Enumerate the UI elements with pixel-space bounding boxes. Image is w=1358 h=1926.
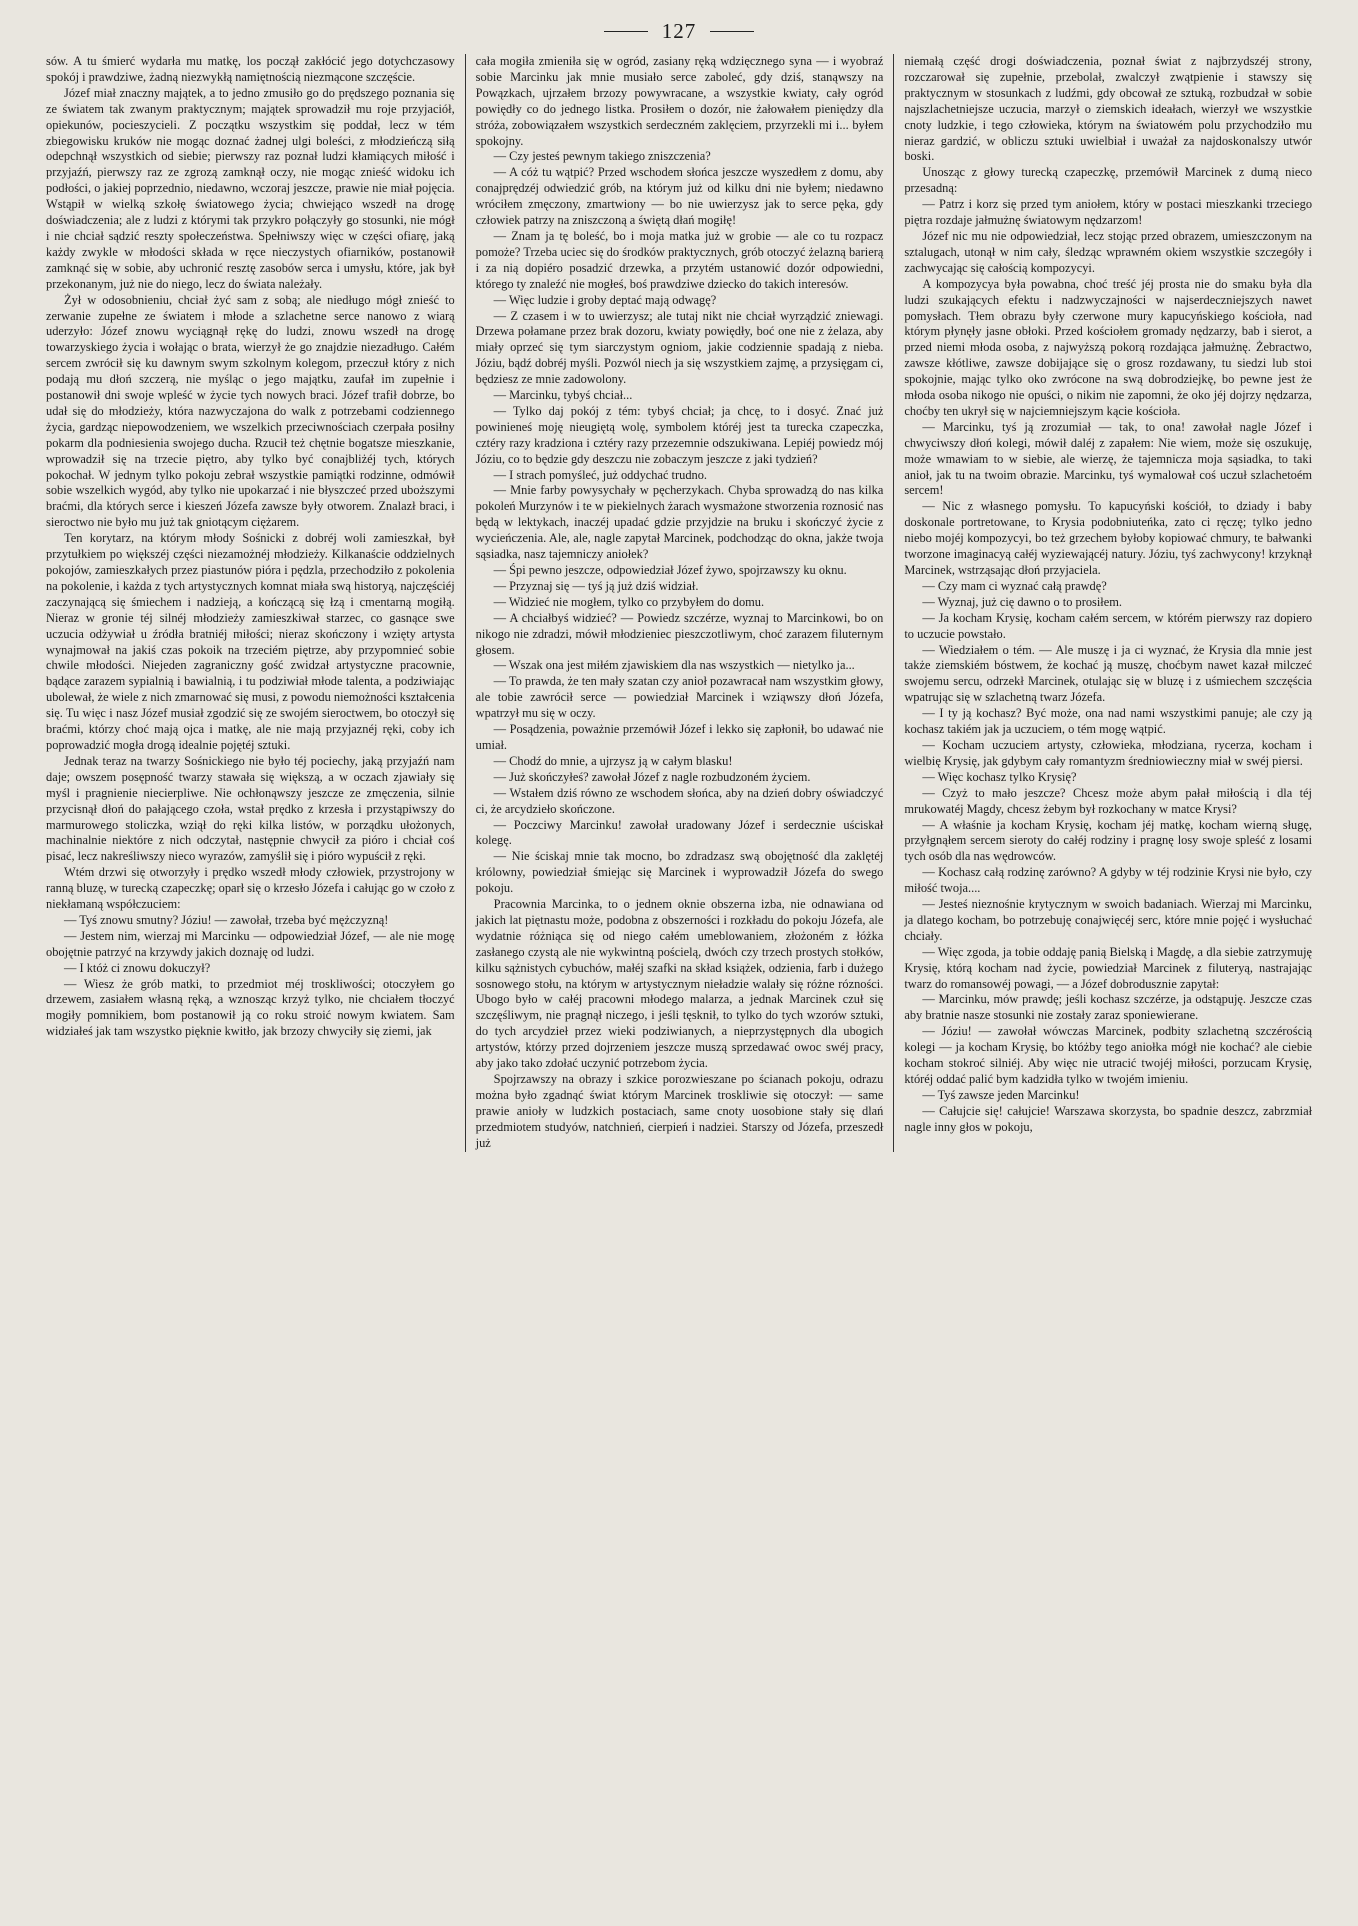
paragraph: A kompozycya była powabna, choć treść jéj prosta nie do smaku była dla ludzi szukających efektu i nadzwyczajności w najserdeczniejszych nawet pomysłach. Tłem obrazu były czerwone mury kapucyńskiego kościoła, nad którym płynęły jasne obłoki. Przed kościołem gromady nędzarzy, bab i sierot, a przed niemi młoda osoba, z najwyższą pokorą rozdająca jałmużnę. Żebractwo, zawsze kłótliwe, zawsze dobijające się o grosz rozdawany, tu siedzi lub stoi spokojnie, mając tylko oko zwrócone na swą dobrodziejkę, bo pewne jest że młoda osoba nikogo nie opuści, o nikim nie zapomni, że oko jéj dojrzy nędzarza, choćby ten ukrył się w najciemniejszym kącie kościoła. bbox=[904, 276, 1313, 418]
paragraph: Jednak teraz na twarzy Sośnickiego nie było téj pociechy, jaką przyjaźń nam daje; owszem posępność twarzy stawała się większą, a w oczach zjawiały się myśl i pragnienie niecierpliwe. Nie ochłonąwszy jeszcze ze zmęczenia, silnie przycisnął dłoń do pałającego czoła, wstał prędko z krzesła i przystąpiwszy do marmurowego stoliczka, wziął do ręki kilka listów, w porządku ułożonych, machinalnie niektóre z nich odczytał, następnie chwycił za pióro i chciał coś pisać, lecz nakreśliwszy nieco wyrazów, zamyślił się i pióro wypuścił z ręki. bbox=[46, 753, 455, 864]
paragraph: — To prawda, że ten mały szatan czy anioł pozawracał nam wszystkim głowy, ale tobie zawrócił serce — powiedział Marcinek i wziąwszy dłoń Józefa, wpatrzył mu się w oczy. bbox=[475, 674, 884, 721]
header-rule-left bbox=[604, 31, 648, 32]
paragraph: — Przyznaj się — tyś ją już dziś widział. bbox=[493, 578, 699, 593]
paragraph: — Chodź do mnie, a ujrzysz ją w całym blasku! bbox=[493, 753, 733, 768]
paragraph: Spojrzawszy na obrazy i szkice porozwieszane po ścianach pokoju, odrazu można było zgadnąć świat którym Marcinek troskliwie się otoczył: — same prawie anioły w ludzkich postaciach, same cnoty uosobione stały się dlań przedmiotem studyów, natchnień, cierpień i nadziei. Starszy od Józefa, przeszedł już bbox=[475, 1072, 884, 1150]
paragraph: niemałą część drogi doświadczenia, poznał świat z najbrzydszéj strony, rozczarował się zupełnie, przebolał, zwalczył zwątpienie i stawszy się praktycznym w stosunkach z ludźmi, gdy obcował ze sztuką, rozbudzał w sobie najszlachetniejsze uczucia, marzył o ziemskich ideałach, wierzył we wszystkie cnoty ludzkie, i tego człowieka, którym na światowém polu przychodziło mu nieraz gardzić, w obliczu sztuki uwielbiał i uważał za najdoskonalszy utwór boski. bbox=[904, 54, 1313, 164]
paragraph: — Nie ściskaj mnie tak mocno, bo zdradzasz swą obojętność dla zaklętéj królowny, powiedział śmiejąc się Marcinek i wyprowadził Józefa do swego pokoju. bbox=[475, 849, 884, 896]
paragraph: — Kocham uczuciem artysty, człowieka, młodziana, rycerza, kocham i wielbię Krysię, jak gdybym cały romantyzm średniowieczny miał w swéj piersi. bbox=[904, 737, 1313, 768]
paragraph: — Czy mam ci wyznać całą prawdę? bbox=[922, 578, 1107, 593]
paragraph: Ten korytarz, na którym młody Sośnicki z dobréj woli zamieszkał, był przytułkiem po większéj części niezamożnéj młodzieży. Kilkanaście oddzielnych pokojów, zamieszkałych przez piastunów pióra i pędzla, przechodziło z pokolenia na pokolenie, i każda z tych artystycznych komnat miała swą historyą, najczęściéj zaczynającą się śmiechem i nadzieją, a kończącą się łzą i cmentarną mogiłą. Nieraz w gronie téj silnéj młodzieży zamieszkiwał starzec, co gasnące swe uczucia odżywiał u źródła bratniéj miłości; nieraz skończony i wzięty artysta wynajmował na jakiś czas pokoik na trzeciém piętrze, aby przypomnieć sobie chwile młodości. Niejeden zagraniczny gość zwidzał artystyczne pracownie, bądące zarazem sypialnią i bawialnią, i tu podziwiał młode talenta, a podziwiając ubolewał, że wiele z nich zmarnować się musi, z powodu niemożności kształcenia się. Tu więc i nasz Józef musiał zgodzić się ze swojém sieroctwem, bo otoczył się braćmi, którzy choć mają ojca i matkę, ale nie mają przyjaznéj ręki, coby ich poprowadzić mogła drogą idealnie pojętéj sztuki. bbox=[46, 531, 455, 752]
paragraph: — Józiu! — zawołał wówczas Marcinek, podbity szlachetną szczérością kolegi — ja kocham Krysię, bo któżby tego aniołka mógł nie kochać? ale ciebie kocham stokroć silniéj. Aby więc nie utracić twojéj miłości, porzucam Krysię, któréj oddać palić bym kadzidła tylko w twojém imieniu. bbox=[904, 1024, 1313, 1086]
paragraph: — I ty ją kochasz? Być może, ona nad nami wszystkimi panuje; ale czy ją kochasz takiém jak ja uczuciem, o tém mogę wątpić. bbox=[904, 706, 1313, 737]
paragraph: — Czy jesteś pewnym takiego zniszczenia? bbox=[493, 149, 711, 164]
header-rule-right bbox=[710, 31, 754, 32]
paragraph: — Patrz i korz się przed tym aniołem, który w postaci mieszkanki trzeciego piętra rozdaje jałmużnę światowym nędzarzom! bbox=[904, 197, 1313, 228]
paragraph: — A cóż tu wątpić? Przed wschodem słońca jeszcze wyszedłem z domu, aby conajprędzéj odwiedzić grób, na którym już od kilku dni nie byłem; niedawno wróciłem zmęczony, zmartwiony — bo nie uwierzysz jak to serce pęka, gdy człowiek patrzy na zniszczoną a świętą dłań mogiłę! bbox=[475, 165, 884, 228]
paragraph: — Tyś zawsze jeden Marcinku! bbox=[922, 1087, 1080, 1102]
paragraph: — Tyś znowu smutny? Józiu! — zawołał, trzeba być mężczyzną! bbox=[64, 912, 389, 927]
paragraph: cała mogiła zmieniła się w ogród, zasiany ręką wdzięcznego syna — i wyobraź sobie Marcinku jak mnie musiało serce zaboleć, gdy dziś, stanąwszy na Powązkach, ujrzałem brzozy powywracane, a wszystkie kwiaty, cały ogród powiędły co do jednego listka. Prosiłem o dozór, nie żałowałem pieniędzy dla stróża, zobowiązałem wszystkich serdeczném zaklęciem, przyrzekli mi i... byłem spokojny. bbox=[475, 54, 884, 148]
paragraph: — Marcinku, mów prawdę; jeśli kochasz szczérze, ja odstąpuję. Jeszcze czas aby bratnie nasze stosunki nie zostały zaraz sponiewierane. bbox=[904, 992, 1313, 1023]
paragraph: Józef miał znaczny majątek, a to jedno zmusiło go do prędszego poznania się ze światem tak zwanym praktycznym; majątek sprowadził mu roje przyjaciół, opiekunów, pocieszycieli. Z początku wszystkim się poddał, lecz w tém zbiegowisku kruków nie mogąc doznać żadnej ulgi boleści, z młodzieńczą siłą odepchnął wszystkich od siebie; pierwszy raz poznał ludzi kłamiących miłość i przyjaźń, pierwszy raz ze zgrozą zamknął oczy, nie mogąc znieść widoku ich podłości, o jakiej poprzednio, niedawno, wczoraj jeszcze, prawie nie miał pojęcia. Wstąpił w wielką szkołę światowego życia; chwiejąco wszedł na drogę doświadczenia; ale z ludzi z którymi tak przykro połączyły go stosunki, nie mógł i nie chciał sądzić reszty społeczeństwa. Spełniwszy więc w części ofiarę, jaką każdy zwykle w młodości składa w ręce nieczystych ofiarników, postanowił zamknąć się w sobie, aby uchronić resztę zasobów serca i umysłu, które, jak był przekonanym, już nie do niego, lecz do świata należały. bbox=[46, 85, 455, 291]
paragraph: Wtém drzwi się otworzyły i prędko wszedł młody człowiek, przystrojony w ranną bluzę, w turecką czapeczkę; oparł się o krzesło Józefa i całując go w czoło z niekłamaną współczuciem: bbox=[46, 865, 455, 912]
paragraph: — Tylko daj pokój z tém: tybyś chciał; ja chcę, to i dosyć. Znać już powinieneś moję nieugiętą wolę, symbolem któréj jest ta turecka czapeczka, cztéry razy kradziona i cztéry razy przezemnie odszukiwana. Lepiéj powiedz mój Józiu, co to będzie gdy deszczu nie zobaczym jeszcze z jaki tydzień? bbox=[475, 403, 884, 466]
paragraph: — Wiedziałem o tém. — Ale muszę i ja ci wyznać, że Krysia dla mnie jest także ziemskiém bóstwem, że kochać ją muszę, choćbym nawet kazał milczeć swojemu sercu, odrzekł Marcinek, otulając się w bluzę i z uśmiechem szczęścia wpatrując się w szlachetną twarz Józefa. bbox=[904, 642, 1313, 705]
paragraph: — Znam ja tę boleść, bo i moja matka już w grobie — ale co tu rozpacz pomoże? Trzeba uciec się do środków praktycznych, grób otoczyć żelazną barierą i za nią dopiéro posadzić drzewka, a przytém ustanowić dozór odpowiedni, którego ty znaleźć nie mogłeś, boś prawdziwe dziecko do takich interesów. bbox=[475, 228, 884, 291]
text-column-2 bbox=[465, 54, 894, 1152]
paragraph: — Więc ludzie i groby deptać mają odwagę? bbox=[493, 292, 717, 307]
paragraph: — Marcinku, tyś ją zrozumiał — tak, to ona! zawołał nagle Józef i chwyciwszy dłoń kolegi, mówił daléj z zapałem: Nie wiem, może się oszukuję, może wmawiam to w siebie, ale wierzę, że tajemnicza moja sąsiadka, to taki anioł, jak tu na twoim obrazie. Marcinku, tyś wymalował coś uczuł szlachetoém sercem! bbox=[904, 419, 1313, 498]
paragraph: — Posądzenia, poważnie przemówił Józef i lekko się zapłonił, bo udawać nie umiał. bbox=[475, 722, 884, 752]
paragraph: — Ja kocham Krysię, kocham całém sercem, w którém pierwszy raz dopiero to uczucie powstało. bbox=[904, 610, 1313, 641]
text-columns bbox=[36, 54, 1322, 1152]
paragraph: — Wstałem dziś równo ze wschodem słońca, aby na dzień dobry oświadczyć ci, że arcydzieło skończone. bbox=[475, 785, 884, 816]
paragraph: — Całujcie się! całujcie! Warszawa skorzysta, bo spadnie deszcz, zabrzmiał nagle inny głos w pokoju, bbox=[904, 1103, 1313, 1134]
paragraph: — Mnie farby powysychały w pęcherzykach. Chyba sprowadzą do nas kilka pokoleń Murzynów i te w piekielnych żarach wysmażone stworzenia roznosić nas będą w lektykach, inaczéj upadać gdzie przyjdzie na bruku i skończyć życie z wycieńczenia. Ale, ale, nagle zapytał Marcinek, podchodząc do okna, jakże twoja sąsiadka, nasz tajemniczy aniołek? bbox=[475, 483, 884, 562]
paragraph: Józef nic mu nie odpowiedział, lecz stojąc przed obrazem, umieszczonym na sztalugach, utonął w nim cały, śledząc wprawném okiem wszystkie szczegóły i zachwycając się całością kompozycyi. bbox=[904, 228, 1313, 275]
paragraph: — A właśnie ja kocham Krysię, kocham jéj matkę, kocham wierną sługę, przyłgnąłem sercem sieroty do całéj rodziny i pragnę losy swoje spleść z losami tych osób dla nas wędrowców. bbox=[904, 817, 1313, 864]
paragraph: sów. A tu śmierć wydarła mu matkę, los począł zakłócić jego dotychczasowy spokój i prawdziwe, żadną niezwykłą namiętnością niezmącone szczęście. bbox=[46, 54, 455, 84]
paragraph: Pracownia Marcinka, to o jednem oknie obszerna izba, nie odnawiana od jakich lat piętnastu może, podobna z obszerności i rozkładu do pokoju Józefa, ale wydatnie różniąca się od niego całém umeblowaniem, złożoném z łóżka zasłanego czystą ale nie wykwintną pościelą, dwóch czy trzech prostych stołków, kilku sążnistych cybuchów, małéj szafki na skład książek, odzienia, farb i dużego sosnowego stołu, na którym w artystycznym nieładzie walały się różne rózności. Ubogo było w całéj pracowni młodego malarza, a jednak Marcinek czuł się szczęśliwym, nie pragnął niczego, i jeśli tęsknił, to tylko do tych wzorów sztuki, do tych arcydzieł przez wieki podziwianych, a nieprzystępnych dla ubogich artystów, którzy przed dojrzeniem jeszcze muszą sprzedawać owoc swéj pracy, aby jako tako zdołać uczynić potrzebom życia. bbox=[475, 897, 884, 1071]
paragraph: — Czyż to mało jeszcze? Chcesz może abym pałał miłością i dla téj mrukowatéj Magdy, chcesz żebym był rozkochany w matce Krysi? bbox=[904, 785, 1313, 816]
paragraph: — Nic z własnego pomysłu. To kapucyński kościół, to dziady i baby doskonale portretowane, to Krysia podobniuteńka, zato ci ręczę; tylko jedno niebo mojéj kompozycyi, bo też grzechem byłoby kopiować chmury, te bałwanki tworzone imaginacyą całéj wyziewającéj natury. Józiu, tyś zachwycony! krzyknął Marcinek, wstrząsając dłoń przyjaciela. bbox=[904, 499, 1313, 577]
paragraph: — Wiesz że grób matki, to przedmiot méj troskliwości; otoczyłem go drzewem, zasiałem własną ręką, a wznosząc krzyż tylko, nie chciałem tłoczyć mogiły pomnikiem, bom postanowił ją co roku stroić nowym kwiatem. Sam widziałeś jak tam wszystko pięknie kwitło, jak brzozy chwyciły się ziemi, jak bbox=[46, 976, 455, 1039]
paragraph: Unosząc z głowy turecką czapeczkę, przemówił Marcinek z dumą nieco przesadną: bbox=[904, 165, 1313, 196]
paragraph: — Poczciwy Marcinku! zawołał uradowany Józef i serdecznie uściskał kolegę. bbox=[475, 817, 884, 848]
paragraph: — I któż ci znowu dokuczył? bbox=[64, 960, 211, 975]
paragraph: — Jestem nim, wierzaj mi Marcinku — odpowiedział Józef, — ale nie mogę obojętnie patrzyć na krzywdy jakich doznaję od ludzi. bbox=[46, 928, 455, 959]
paragraph: — Kochasz całą rodzinę zarówno? A gdyby w téj rodzinie Krysi nie było, czy miłość twoja.... bbox=[904, 865, 1313, 896]
paragraph: — Już skończyłeś? zawołał Józef z nagle rozbudzoném życiem. bbox=[493, 769, 811, 784]
paragraph: — Wszak ona jest miłém zjawiskiem dla nas wszystkich — nietylko ja... bbox=[493, 658, 855, 673]
paragraph: — I strach pomyśleć, już oddychać trudno. bbox=[493, 467, 708, 482]
text-column-1 bbox=[36, 54, 465, 1152]
paragraph: — Wyznaj, już cię dawno o to prosiłem. bbox=[922, 594, 1122, 609]
paragraph: — Widzieć nie mogłem, tylko co przybyłem do domu. bbox=[493, 594, 765, 609]
paragraph: — Śpi pewno jeszcze, odpowiedział Józef żywo, spojrzawszy ku oknu. bbox=[493, 563, 847, 577]
paragraph: — Jesteś nieznośnie krytycznym w swoich badaniach. Wierzaj mi Marcinku, ja dlatego kocham, bo potrzebuję conajwięcéj serc, które mnie pojęć i wysłuchać chciały. bbox=[904, 897, 1313, 943]
paragraph: Żył w odosobnieniu, chciał żyć sam z sobą; ale niedługo mógł znieść to zerwanie zupełne ze światem i młode a szlachetne serce nanowo z wiarą uderzyło: Józef znowu wyciągnął rękę do ludzi, znowu wszedł na drogę towarzyskiego życia i wołając o brata, wierzył że go znajdzie niezadługo. Całém sercem zwrócił się ku dawnym swym szkolnym kolegom, przeczuł który z nich podają mu dłoń szczerą, nie myśląc o jego majątku, zaufał im zupełnie i postanowił dni swoje wpleść w życie tych nowych braci. Józef trafił dobrze, bo udał się do młodzieży, która nazwyczajona do walk z potrzebami codziennego życia, gardząc niepowodzeniem, we wszelkich przeciwnościach czerpała posiłny pokarm dla podniesienia swojego ducha. Rzucił też chętnie bogatsze mieszkanie, wprowadził się na trzecie piętro, aby tylko być conajbliżéj tych, których pokochał. W jednym tylko pokoju zebrał wszystkie pamiątki rodzinne, odmówił sobie wszelkich wygód, aby tylko nie upokarzać i nie błyszczeć przed uboższymi braćmi, dla których serce i kieszeń Józefa zawsze były otworem. Znalazł braci, i sieroctwo nie było mu już tak gniotącym ciężarem. bbox=[46, 292, 455, 530]
paragraph: — Marcinku, tybyś chciał... bbox=[493, 388, 633, 403]
paragraph: — Z czasem i w to uwierzysz; ale tutaj nikt nie chciał wyrządzić zniewagi. Drzewa połamane przez brak dozoru, kwiaty powiędły, boć one nie z żelaza, aby miały oprzeć się tym siarczystym ogniom, jakie codziennie spadają z nieba. Józiu, bądź dobréj myśli. Pozwól niech ja się wszystkiem zajmę, a przysięgam ci, będziesz ze mnie zadowolony. bbox=[475, 308, 884, 387]
text-column-3 bbox=[893, 54, 1322, 1152]
page-number: 127 bbox=[661, 18, 697, 43]
paragraph: — A chciałbyś widzieć? — Powiedz szczérze, wyznaj to Marcinkowi, bo on nikogo nie zdradzi, mówił młodzieniec pieszczotliwym, choć zarazem filuternym głosem. bbox=[475, 610, 884, 657]
paragraph: — Więc zgoda, ja tobie oddaję panią Bielską i Magdę, a dla siebie zatrzymuję Krysię, którą kocham nad życie, powiedział Marcinek z filuteryą, nastrajając twarz do romansowéj powagi, — a Józef dobrodusznie zapytał: bbox=[904, 944, 1313, 991]
page-header bbox=[36, 14, 1322, 48]
paragraph: — Więc kochasz tylko Krysię? bbox=[922, 769, 1077, 784]
